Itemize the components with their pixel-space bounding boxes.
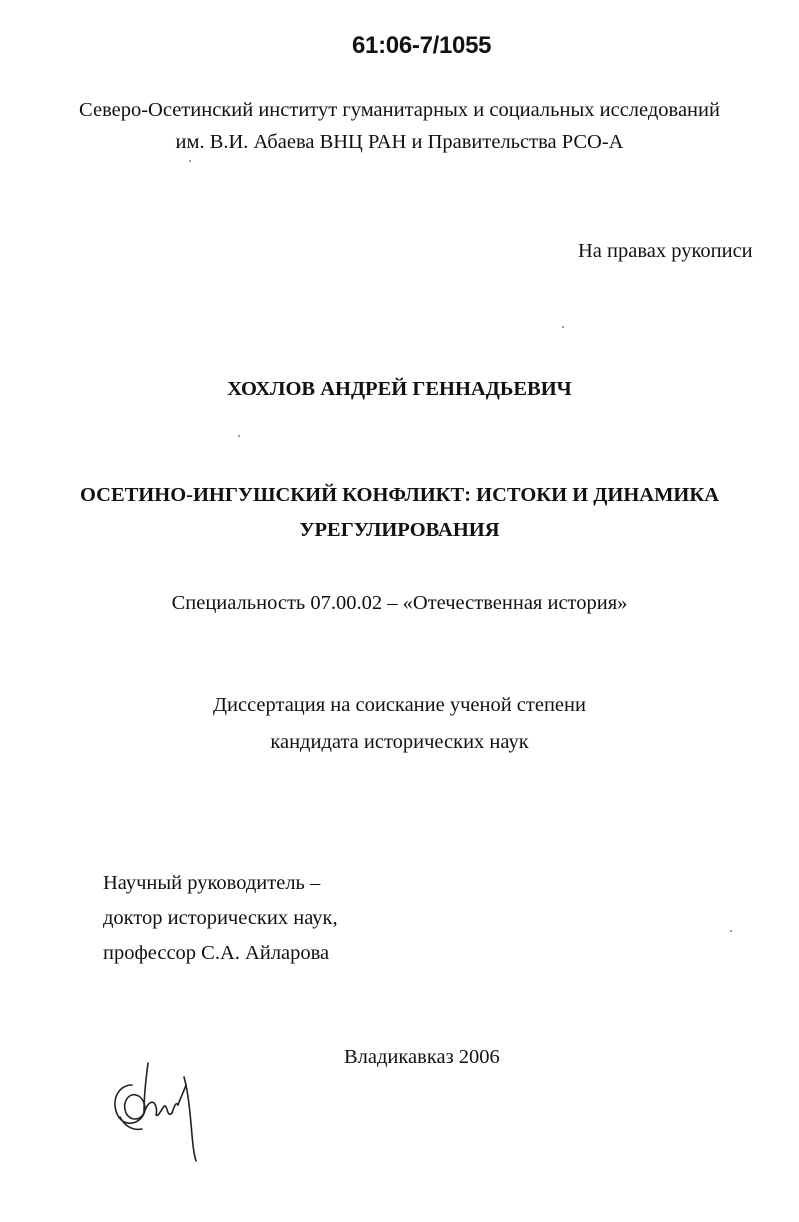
rights-note: На правах рукописи	[578, 240, 753, 262]
dissertation-title-line-1: ОСЕТИНО-ИНГУШСКИЙ КОНФЛИКТ: ИСТОКИ И ДИНАМИКА	[79, 484, 720, 506]
scan-speck	[189, 160, 191, 162]
institution-line-1: Северо-Осетинский институт гуманитарных и социальных исследований	[79, 99, 720, 121]
dissertation-title-line-2: УРЕГУЛИРОВАНИЯ	[299, 519, 500, 541]
supervisor-line-3: профессор С.А. Айларова	[103, 942, 330, 964]
handwritten-signature-icon	[102, 1055, 212, 1165]
author-name: ХОХЛОВ АНДРЕЙ ГЕННАДЬЕВИЧ	[227, 378, 572, 400]
archive-stamp-number: 61:06-7/1055	[352, 32, 492, 59]
supervisor-line-1: Научный руководитель –	[103, 872, 321, 894]
scan-speck	[730, 930, 732, 932]
specialty: Специальность 07.00.02 – «Отечественная история»	[171, 592, 628, 614]
institution-line-2: им. В.И. Абаева ВНЦ РАН и Правительства РСО-А	[175, 131, 624, 153]
supervisor-line-2: доктор исторических наук,	[103, 907, 338, 929]
scan-speck	[238, 435, 240, 437]
scan-speck	[562, 326, 564, 328]
degree-line-2: кандидата исторических наук	[270, 731, 529, 753]
place-and-year: Владикавказ 2006	[344, 1046, 500, 1068]
degree-line-1: Диссертация на соискание ученой степени	[213, 694, 586, 716]
